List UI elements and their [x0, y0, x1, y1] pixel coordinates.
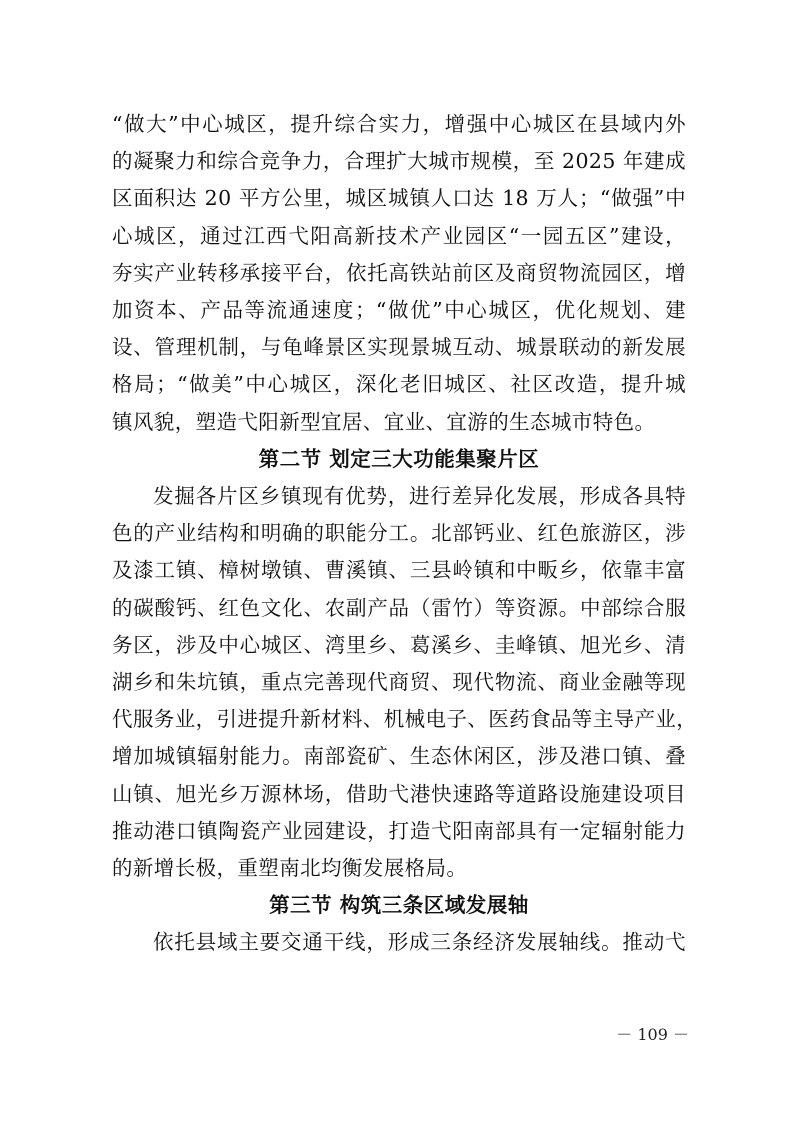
text-line: 务区，涉及中心城区、湾里乡、葛溪乡、圭峰镇、旭光乡、清	[112, 632, 686, 657]
text-line: 色的产业结构和明确的职能分工。北部钙业、红色旅游区，涉	[112, 521, 686, 546]
text-line: 设、管理机制，与龟峰景区实现景城互动、城景联动的新发展	[112, 335, 686, 360]
text-line: 的凝聚力和综合竞争力，合理扩大城市规模，至 2025 年建成	[112, 149, 686, 174]
text-line: 区面积达 20 平方公里，城区城镇人口达 18 万人；“做强”中	[112, 186, 686, 211]
text-line: “做大”中心城区，提升综合实力，增强中心城区在县域内外	[112, 112, 686, 136]
text-line: 代服务业，引进提升新材料、机械电子、医药食品等主导产业，	[112, 707, 698, 732]
document-page	[112, 106, 698, 962]
text-line: 加资本、产品等流通速度；“做优”中心城区，优化规划、建	[112, 298, 686, 323]
text-line: 镇风貌，塑造弋阳新型宜居、宜业、宜游的生态城市特色。	[112, 409, 656, 434]
text-line: 依托县域主要交通干线，形成三条经济发展轴线。推动弋	[153, 930, 686, 955]
text-line: 增加城镇辐射能力。南部瓷矿、生态休闲区，涉及港口镇、叠	[112, 744, 686, 769]
section-title-2: 第二节 划定三大功能集聚片区	[258, 446, 540, 471]
text-line: 及漆工镇、樟树墩镇、曹溪镇、三县岭镇和中畈乡，依靠丰富	[112, 558, 686, 583]
text-line: 夯实产业转移承接平台，依托高铁站前区及商贸物流园区，增	[112, 260, 686, 285]
text-line: 心城区，通过江西弋阳高新技术产业园区“一园五区”建设，	[112, 223, 686, 248]
page-number: － 109 －	[616, 1025, 689, 1044]
text-line: 湖乡和朱坑镇，重点完善现代商贸、现代物流、商业金融等现	[112, 670, 686, 695]
paragraph-central-urban-area	[112, 106, 686, 441]
text-line: 的新增长极，重塑南北均衡发展格局。	[112, 856, 468, 881]
text-line: 发掘各片区乡镇现有优势，进行差异化发展，形成各具特	[153, 484, 686, 509]
text-line: 的碳酸钙、红色文化、农副产品（雷竹）等资源。中部综合服	[112, 595, 686, 620]
text-line: 山镇、旭光乡万源林场，借助弋港快速路等道路设施建设项目	[112, 781, 686, 806]
text-line: 推动港口镇陶瓷产业园建设，打造弋阳南部具有一定辐射能力	[112, 818, 686, 843]
section-title-3: 第三节 构筑三条区域发展轴	[269, 893, 529, 918]
paragraph-three-function-areas	[112, 478, 698, 887]
text-line: 格局；“做美”中心城区，深化老旧城区、社区改造，提升城	[112, 372, 686, 397]
paragraph-development-axes	[112, 924, 686, 961]
